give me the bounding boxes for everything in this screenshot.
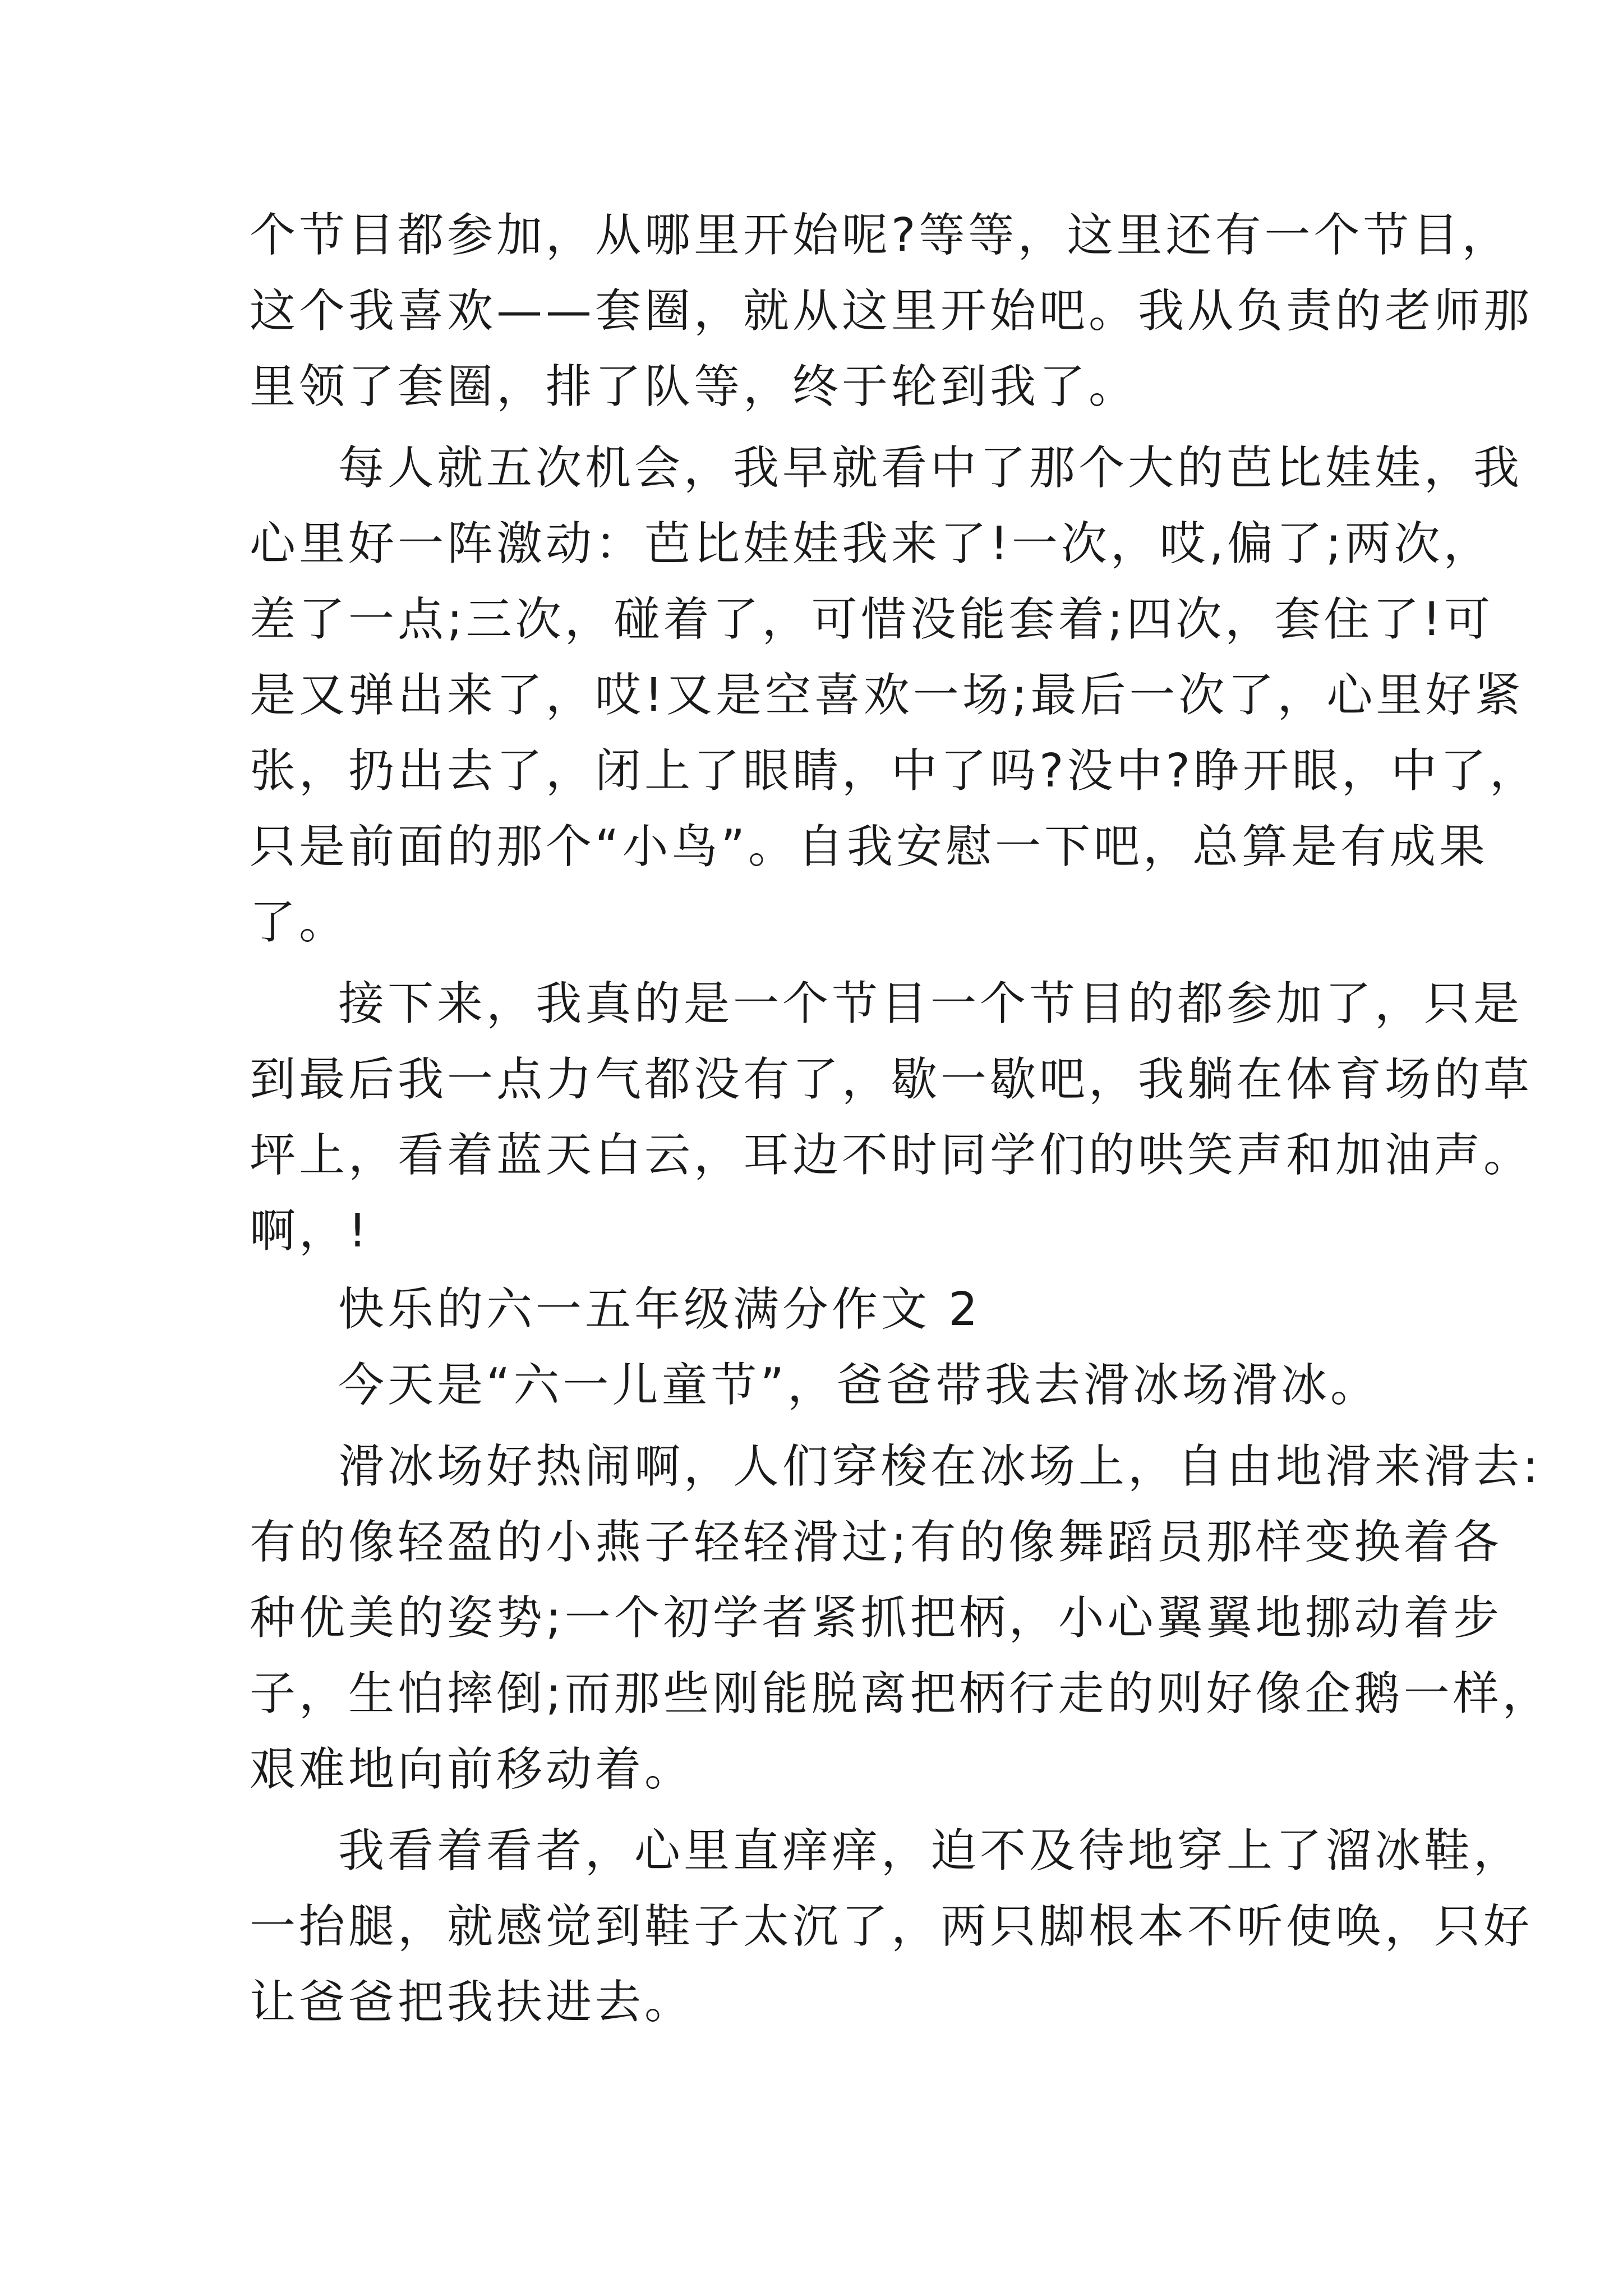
text-line: 张，扔出去了，闭上了眼睛，中了吗?没中?睁开眼，中了， [250, 744, 1539, 798]
text-line: 到最后我一点力气都没有了，歇一歇吧，我躺在体育场的草 [250, 1053, 1533, 1106]
text-line: 啊，! [250, 1204, 370, 1258]
text-line: 心里好一阵激动：芭比娃娃我来了!一次，哎,偏了;两次， [250, 517, 1493, 570]
text-line: 种优美的姿势;一个初学者紧抓把柄，小心翼翼地挪动着步 [250, 1591, 1502, 1645]
text-line: 让爸爸把我扶进去。 [250, 1976, 694, 2029]
text-line: 坪上，看着蓝天白云，耳边不时同学们的哄笑声和加油声。 [250, 1129, 1533, 1182]
text-line: 差了一点;三次，碰着了，可惜没能套着;四次，套住了!可 [250, 593, 1494, 646]
text-line: 里领了套圈，排了队等，终于轮到我了。 [250, 360, 1138, 413]
text-line: 是又弹出来了，哎!又是空喜欢一场;最后一次了，心里好紧 [250, 669, 1524, 722]
text-line: 每人就五次机会，我早就看中了那个大的芭比娃娃，我 [338, 441, 1523, 495]
text-line: 接下来，我真的是一个节目一个节目的都参加了，只是 [338, 977, 1523, 1030]
section-heading: 快乐的六一五年级满分作文 2 [338, 1283, 981, 1336]
text-line: 滑冰场好热闹啊，人们穿梭在冰场上，自由地滑来滑去: [338, 1440, 1542, 1493]
text-line: 个节目都参加，从哪里开始呢?等等，这里还有一个节目， [250, 209, 1511, 262]
text-line: 艰难地向前移动着。 [250, 1743, 694, 1796]
text-line: 有的像轻盈的小燕子轻轻滑过;有的像舞蹈员那样变换着各 [250, 1516, 1502, 1569]
text-line: 了。 [250, 896, 349, 949]
text-line: 今天是“六一儿童节”，爸爸带我去滑冰场滑冰。 [338, 1359, 1380, 1412]
text-line: 子，生怕摔倒;而那些刚能脱离把柄行走的则好像企鹅一样， [250, 1667, 1552, 1720]
text-line: 一抬腿，就感觉到鞋子太沉了，两只脚根本不听使唤，只好 [250, 1900, 1533, 1953]
text-line: 我看着看者，心里直痒痒，迫不及待地穿上了溜冰鞋， [338, 1824, 1523, 1878]
text-line: 只是前面的那个“小鸟”。自我安慰一下吧，总算是有成果 [250, 820, 1488, 873]
text-line: 这个我喜欢——套圈，就从这里开始吧。我从负责的老师那 [250, 284, 1533, 338]
